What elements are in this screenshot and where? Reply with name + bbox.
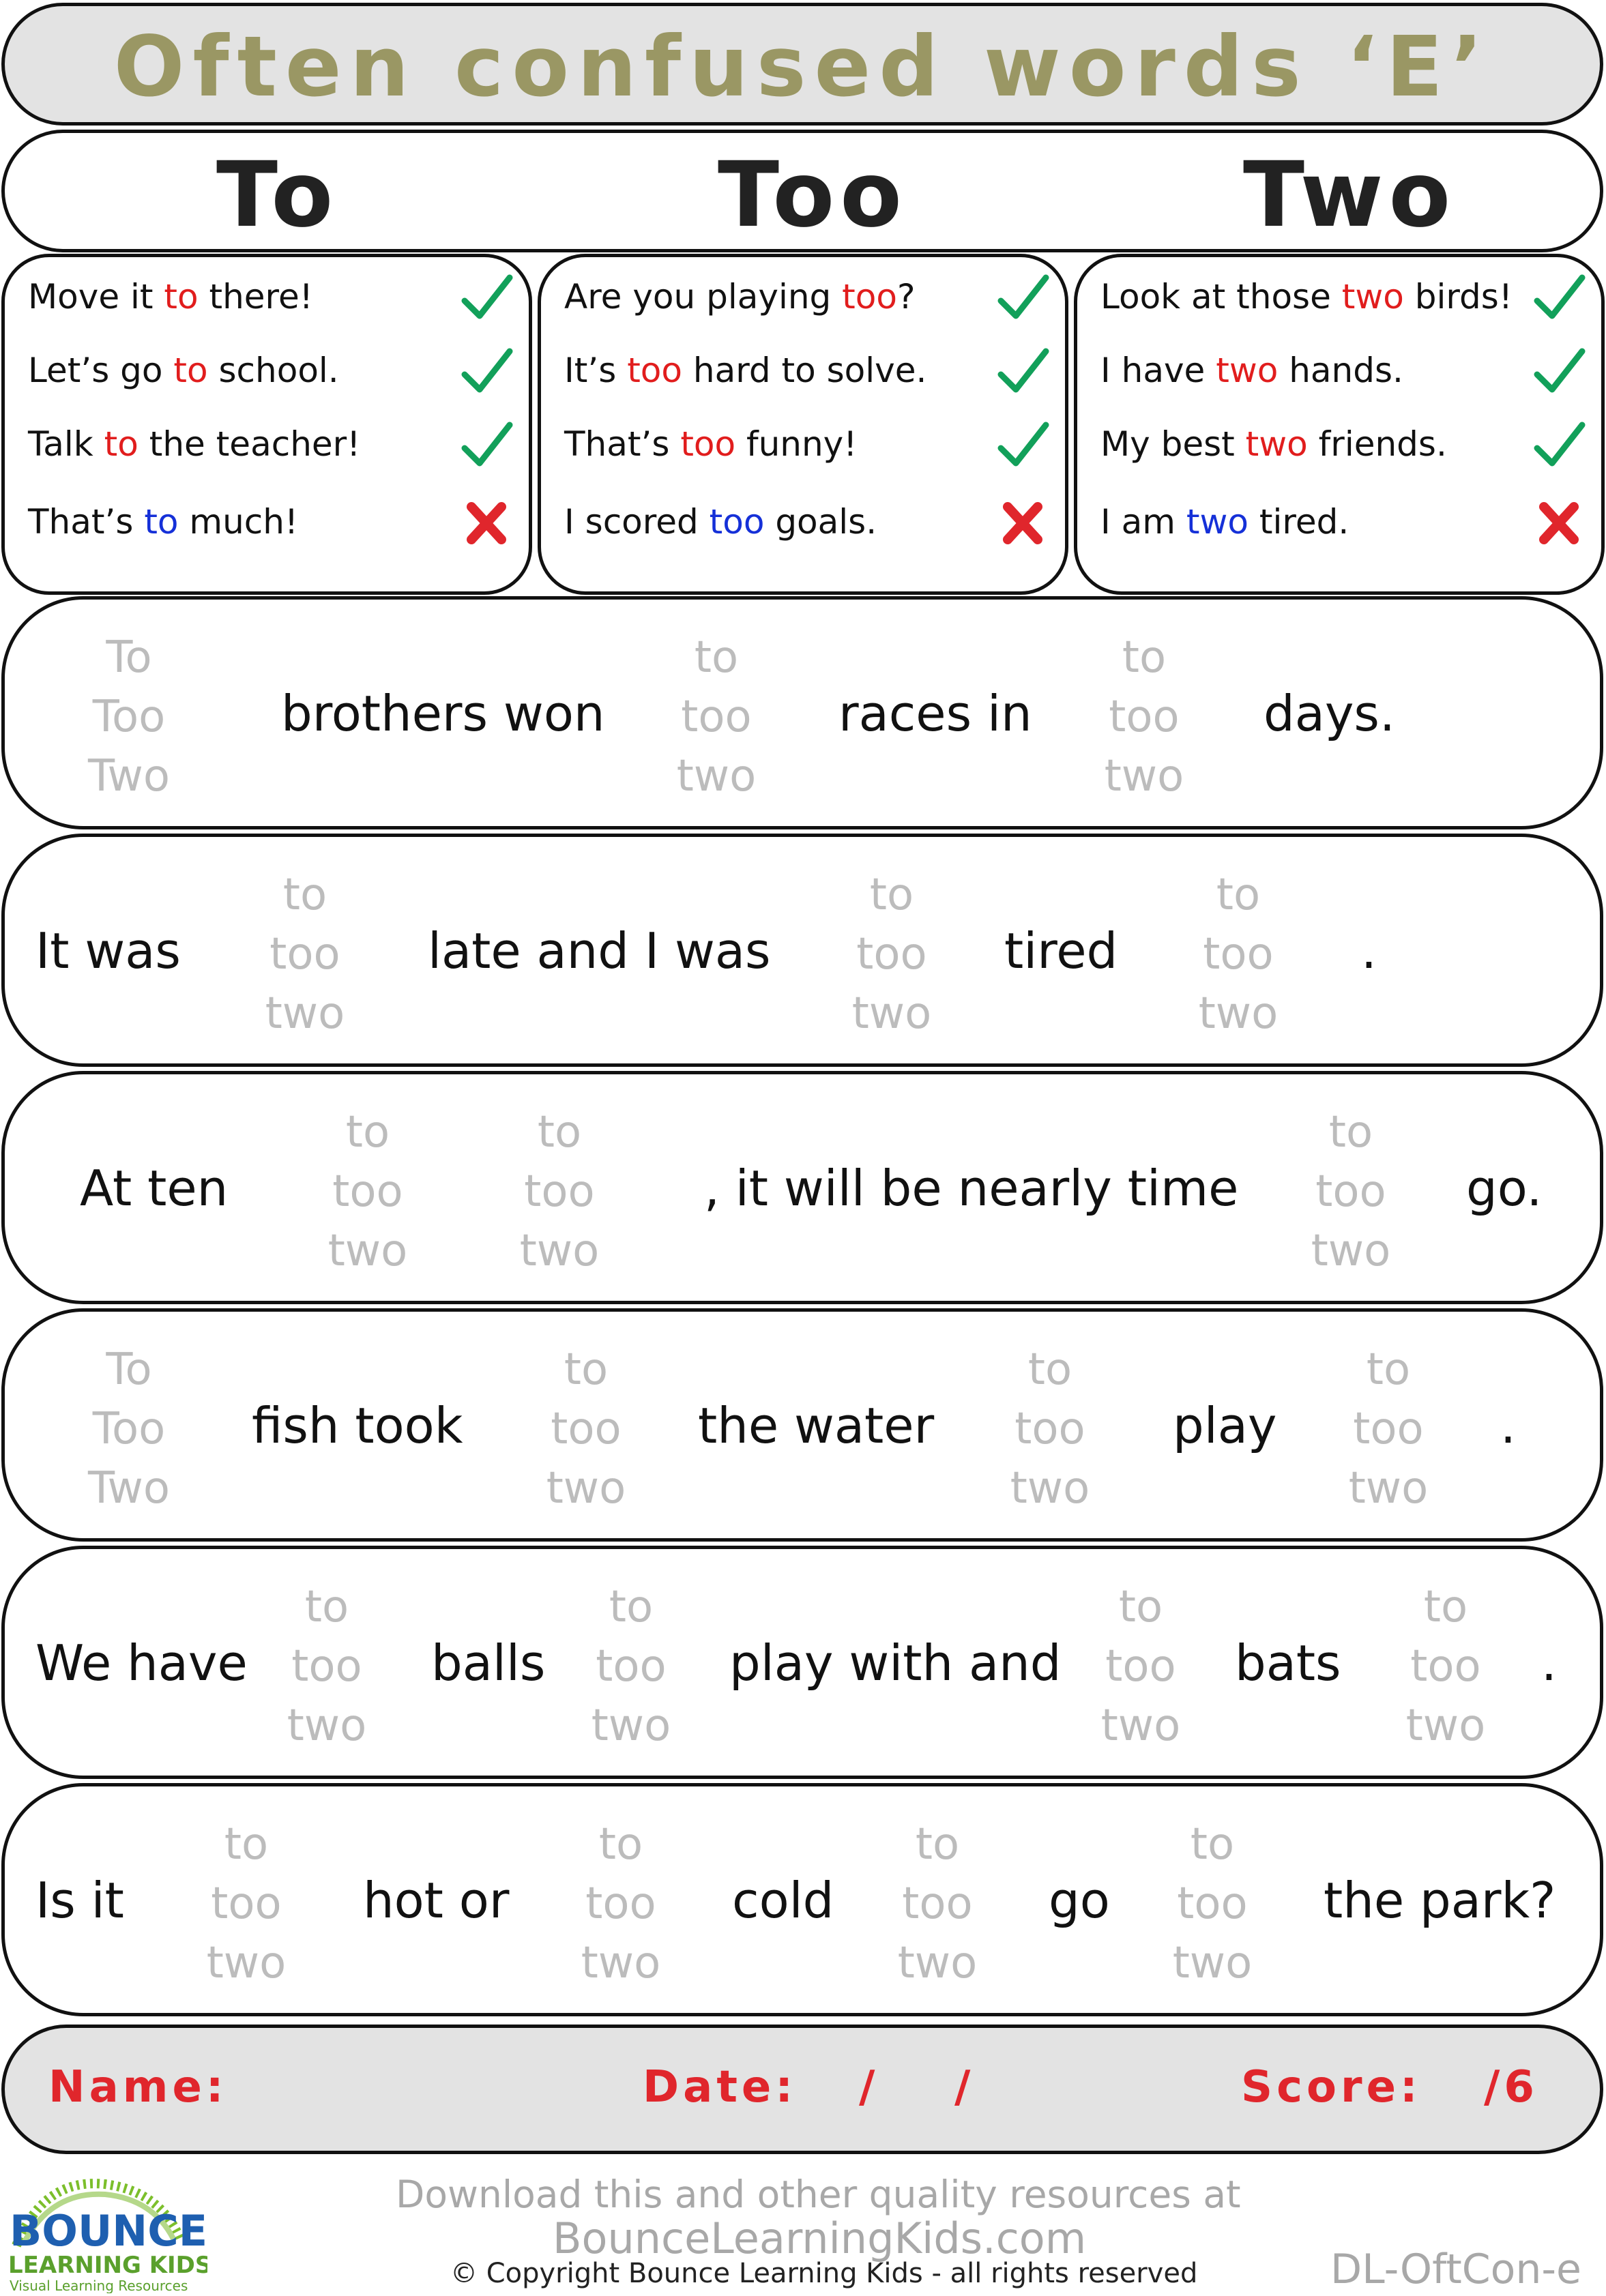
choice-group[interactable] xyxy=(1377,1578,1514,1756)
sentence-word: go. xyxy=(1466,1160,1543,1217)
choice-option[interactable]: too xyxy=(1410,1641,1481,1692)
example-sentence xyxy=(28,336,339,404)
choice-group[interactable] xyxy=(61,628,197,806)
cross-icon xyxy=(995,496,1050,550)
choice-group[interactable] xyxy=(553,1815,689,1993)
choice-option[interactable]: two xyxy=(327,1226,408,1276)
choice-group[interactable] xyxy=(491,1103,628,1281)
sentence-word: cold xyxy=(732,1872,834,1929)
example-keyword: two xyxy=(1216,351,1279,390)
choice-option[interactable]: Two xyxy=(88,751,170,801)
choice-option[interactable]: two xyxy=(287,1701,367,1751)
choice-option[interactable]: Too xyxy=(92,692,166,742)
date-separator: / xyxy=(859,2062,879,2113)
choice-option[interactable]: two xyxy=(265,988,345,1039)
check-icon xyxy=(1532,418,1586,473)
sentence-word: races in xyxy=(838,685,1032,742)
example-text: the teacher! xyxy=(138,424,361,464)
choice-option[interactable]: too xyxy=(1203,929,1274,980)
sentence-word: brothers won xyxy=(281,685,605,742)
choice-option[interactable]: to xyxy=(282,870,327,920)
example-text: birds! xyxy=(1403,277,1513,317)
example-sentence xyxy=(1100,488,1349,556)
choice-option[interactable]: two xyxy=(851,988,932,1039)
site-link[interactable]: BounceLearningKids.com xyxy=(553,2213,1087,2263)
example-text: friends. xyxy=(1307,424,1447,464)
check-icon xyxy=(1532,271,1586,325)
example-text: Let’s go xyxy=(28,351,174,390)
example-text: much! xyxy=(178,502,299,542)
choice-option[interactable]: too xyxy=(681,692,752,742)
choice-group[interactable] xyxy=(1283,1103,1419,1281)
choice-option[interactable]: too xyxy=(596,1641,667,1692)
choice-option[interactable]: Two xyxy=(88,1463,170,1514)
check-icon xyxy=(459,271,514,325)
choice-option[interactable]: two xyxy=(581,1938,661,1988)
example-text: I am xyxy=(1100,502,1186,542)
choice-group[interactable] xyxy=(823,866,960,1044)
example-keyword: to xyxy=(173,351,208,390)
choice-group[interactable] xyxy=(1076,628,1212,806)
choice-option[interactable]: too xyxy=(524,1166,595,1217)
bounce-logo xyxy=(3,2164,207,2293)
choice-option[interactable]: to xyxy=(1366,1344,1411,1395)
example-box-to xyxy=(1,254,532,595)
choice-option[interactable]: too xyxy=(1315,1166,1386,1217)
choice-group[interactable] xyxy=(1170,866,1306,1044)
example-text: I have xyxy=(1100,351,1216,390)
choice-option[interactable]: two xyxy=(546,1463,626,1514)
example-sentence xyxy=(1100,263,1513,331)
choice-option[interactable]: too xyxy=(269,929,340,980)
sentence-word: balls xyxy=(431,1634,546,1692)
choice-option[interactable]: to xyxy=(1122,632,1167,683)
sentence-row-1 xyxy=(1,596,1603,829)
choice-option[interactable]: To xyxy=(106,1344,152,1395)
choice-option[interactable]: too xyxy=(211,1879,282,1929)
example-text: I scored xyxy=(564,502,710,542)
sentence-word: tired xyxy=(1004,922,1118,980)
choice-group[interactable] xyxy=(982,1340,1118,1518)
choice-option[interactable]: to xyxy=(1328,1107,1373,1158)
sentence-row-5 xyxy=(1,1546,1603,1779)
example-text: school. xyxy=(207,351,339,390)
example-text: That’s xyxy=(28,502,145,542)
page-title: Often confused words ‘E’ xyxy=(113,18,1491,115)
logo-line2: LEARNING KIDS xyxy=(8,2252,207,2279)
choice-option[interactable]: to xyxy=(1118,1582,1163,1632)
choice-group[interactable] xyxy=(869,1815,1006,1993)
example-text: That’s xyxy=(564,424,681,464)
example-sentence xyxy=(564,336,926,404)
choice-group[interactable] xyxy=(300,1103,436,1281)
date-label: Date: xyxy=(643,2062,797,2113)
example-text: goals. xyxy=(764,502,877,542)
logo-line1: BOUNCE xyxy=(10,2206,207,2256)
example-sentence xyxy=(28,263,313,331)
example-keyword: two xyxy=(1186,502,1249,542)
choice-option[interactable]: to xyxy=(537,1107,582,1158)
choice-group[interactable] xyxy=(518,1340,654,1518)
heading-too: Too xyxy=(718,143,907,248)
example-sentence xyxy=(564,488,877,556)
sentence-word: go xyxy=(1049,1872,1110,1929)
sentence-word: play with and xyxy=(729,1634,1062,1692)
date-separator: / xyxy=(954,2062,975,2113)
choice-option[interactable]: too xyxy=(1109,692,1180,742)
sentence-word: . xyxy=(1361,922,1377,980)
choice-option[interactable]: two xyxy=(1348,1463,1429,1514)
sentence-word: At ten xyxy=(80,1160,229,1217)
check-icon xyxy=(1532,344,1586,399)
choice-group[interactable] xyxy=(1072,1578,1209,1756)
check-icon xyxy=(459,344,514,399)
sentence-word: Is it xyxy=(35,1872,124,1929)
logo-line3: Visual Learning Resources xyxy=(10,2278,188,2293)
score-total: /6 xyxy=(1484,2062,1538,2113)
sentence-word: hot or xyxy=(363,1872,510,1929)
choice-option[interactable]: two xyxy=(1311,1226,1391,1276)
choice-option[interactable]: to xyxy=(224,1819,269,1870)
check-icon xyxy=(995,271,1050,325)
sentence-row-6 xyxy=(1,1783,1603,2016)
example-sentence xyxy=(564,410,857,478)
example-sentence xyxy=(564,263,916,331)
choice-option[interactable]: two xyxy=(1104,751,1184,801)
choice-option[interactable]: to xyxy=(869,870,914,920)
check-icon xyxy=(995,418,1050,473)
example-text: ? xyxy=(896,277,916,317)
example-keyword: to xyxy=(164,277,199,317)
choice-option[interactable]: two xyxy=(1100,1701,1181,1751)
score-label: Score: xyxy=(1241,2062,1422,2113)
choice-option[interactable]: two xyxy=(1172,1938,1253,1988)
sentence-word: It was xyxy=(35,922,181,980)
sentence-word: . xyxy=(1500,1397,1516,1454)
choice-option[interactable]: too xyxy=(856,929,927,980)
title-bar xyxy=(1,3,1603,126)
download-text: Download this and other quality resources at xyxy=(396,2173,1241,2216)
choice-option[interactable]: to xyxy=(694,632,739,683)
choice-group[interactable] xyxy=(61,1340,197,1518)
sentence-row-4 xyxy=(1,1308,1603,1542)
example-sentence xyxy=(1100,336,1403,404)
choice-option[interactable]: too xyxy=(902,1879,973,1929)
choice-option[interactable]: too xyxy=(1105,1641,1176,1692)
example-text: Look at those xyxy=(1100,277,1342,317)
sentence-word: days. xyxy=(1264,685,1395,742)
name-label: Name: xyxy=(48,2062,228,2113)
choice-option[interactable]: to xyxy=(609,1582,654,1632)
choice-group[interactable] xyxy=(648,628,785,806)
cross-icon xyxy=(1532,496,1586,550)
sentence-word: bats xyxy=(1235,1634,1341,1692)
example-text: there! xyxy=(198,277,313,317)
choice-option[interactable]: to xyxy=(915,1819,960,1870)
example-text: hard to solve. xyxy=(682,351,927,390)
sentence-word: We have xyxy=(35,1634,248,1692)
sentence-row-3 xyxy=(1,1071,1603,1304)
example-keyword: two xyxy=(1341,277,1404,317)
example-text: Are you playing xyxy=(564,277,843,317)
document-code: DL-OftCon-e xyxy=(1330,2246,1581,2293)
example-text: funny! xyxy=(735,424,858,464)
example-box-two xyxy=(1074,254,1605,595)
check-icon xyxy=(459,418,514,473)
example-text: Talk xyxy=(28,424,104,464)
choice-option[interactable]: two xyxy=(591,1701,671,1751)
choice-group[interactable] xyxy=(237,866,373,1044)
sentence-word: the water xyxy=(698,1397,935,1454)
example-keyword: too xyxy=(842,277,897,317)
choice-option[interactable]: two xyxy=(1405,1701,1486,1751)
choice-option[interactable]: two xyxy=(1198,988,1279,1039)
sentence-word: , it will be nearly time xyxy=(704,1160,1239,1217)
choice-group[interactable] xyxy=(563,1578,699,1756)
footer-bar xyxy=(1,2025,1603,2154)
heading-to: To xyxy=(216,143,339,248)
sentence-word: . xyxy=(1541,1634,1557,1692)
sentence-row-2 xyxy=(1,834,1603,1067)
choice-option[interactable]: too xyxy=(332,1166,403,1217)
choice-option[interactable]: too xyxy=(585,1879,656,1929)
example-text: tired. xyxy=(1248,502,1349,542)
sentence-word: the park? xyxy=(1324,1872,1556,1929)
choice-option[interactable]: too xyxy=(291,1641,362,1692)
choice-group[interactable] xyxy=(1144,1815,1281,1993)
example-keyword: too xyxy=(709,502,765,542)
choice-option[interactable]: too xyxy=(551,1404,622,1454)
choice-option[interactable]: To xyxy=(106,632,152,683)
example-keyword: two xyxy=(1245,424,1308,464)
sentence-word: play xyxy=(1173,1397,1277,1454)
example-text: hands. xyxy=(1278,351,1403,390)
choice-option[interactable]: to xyxy=(1190,1819,1235,1870)
choice-option[interactable]: Too xyxy=(92,1404,166,1454)
example-sentence xyxy=(28,488,298,556)
choice-option[interactable]: to xyxy=(564,1344,609,1395)
example-sentence xyxy=(1100,410,1447,478)
choice-option[interactable]: too xyxy=(1353,1404,1424,1454)
choice-option[interactable]: to xyxy=(1216,870,1261,920)
copyright-text: © Copyright Bounce Learning Kids - all rights reserved xyxy=(450,2258,1198,2289)
heading-bar xyxy=(1,130,1603,252)
choice-option[interactable]: two xyxy=(206,1938,287,1988)
example-text: It’s xyxy=(564,351,628,390)
choice-option[interactable]: to xyxy=(1423,1582,1468,1632)
example-sentence xyxy=(28,410,360,478)
example-keyword: to xyxy=(104,424,138,464)
choice-group[interactable] xyxy=(1320,1340,1457,1518)
example-keyword: too xyxy=(680,424,736,464)
example-keyword: to xyxy=(144,502,179,542)
sentence-word: fish took xyxy=(252,1397,463,1454)
example-box-too xyxy=(538,254,1068,595)
choice-option[interactable]: to xyxy=(304,1582,349,1632)
choice-option[interactable]: too xyxy=(1014,1404,1085,1454)
example-text: My best xyxy=(1100,424,1246,464)
example-keyword: too xyxy=(627,351,682,390)
choice-option[interactable]: to xyxy=(345,1107,390,1158)
choice-option[interactable]: too xyxy=(1177,1879,1248,1929)
check-icon xyxy=(995,344,1050,399)
choice-group[interactable] xyxy=(259,1578,395,1756)
choice-option[interactable]: two xyxy=(1010,1463,1090,1514)
choice-option[interactable]: to xyxy=(1027,1344,1072,1395)
sentence-word: late and I was xyxy=(428,922,771,980)
choice-option[interactable]: two xyxy=(676,751,757,801)
example-text: Move it xyxy=(28,277,164,317)
choice-option[interactable]: two xyxy=(519,1226,600,1276)
choice-option[interactable]: to xyxy=(598,1819,643,1870)
cross-icon xyxy=(459,496,514,550)
choice-group[interactable] xyxy=(178,1815,315,1993)
choice-option[interactable]: two xyxy=(897,1938,978,1988)
heading-two: Two xyxy=(1243,143,1457,248)
